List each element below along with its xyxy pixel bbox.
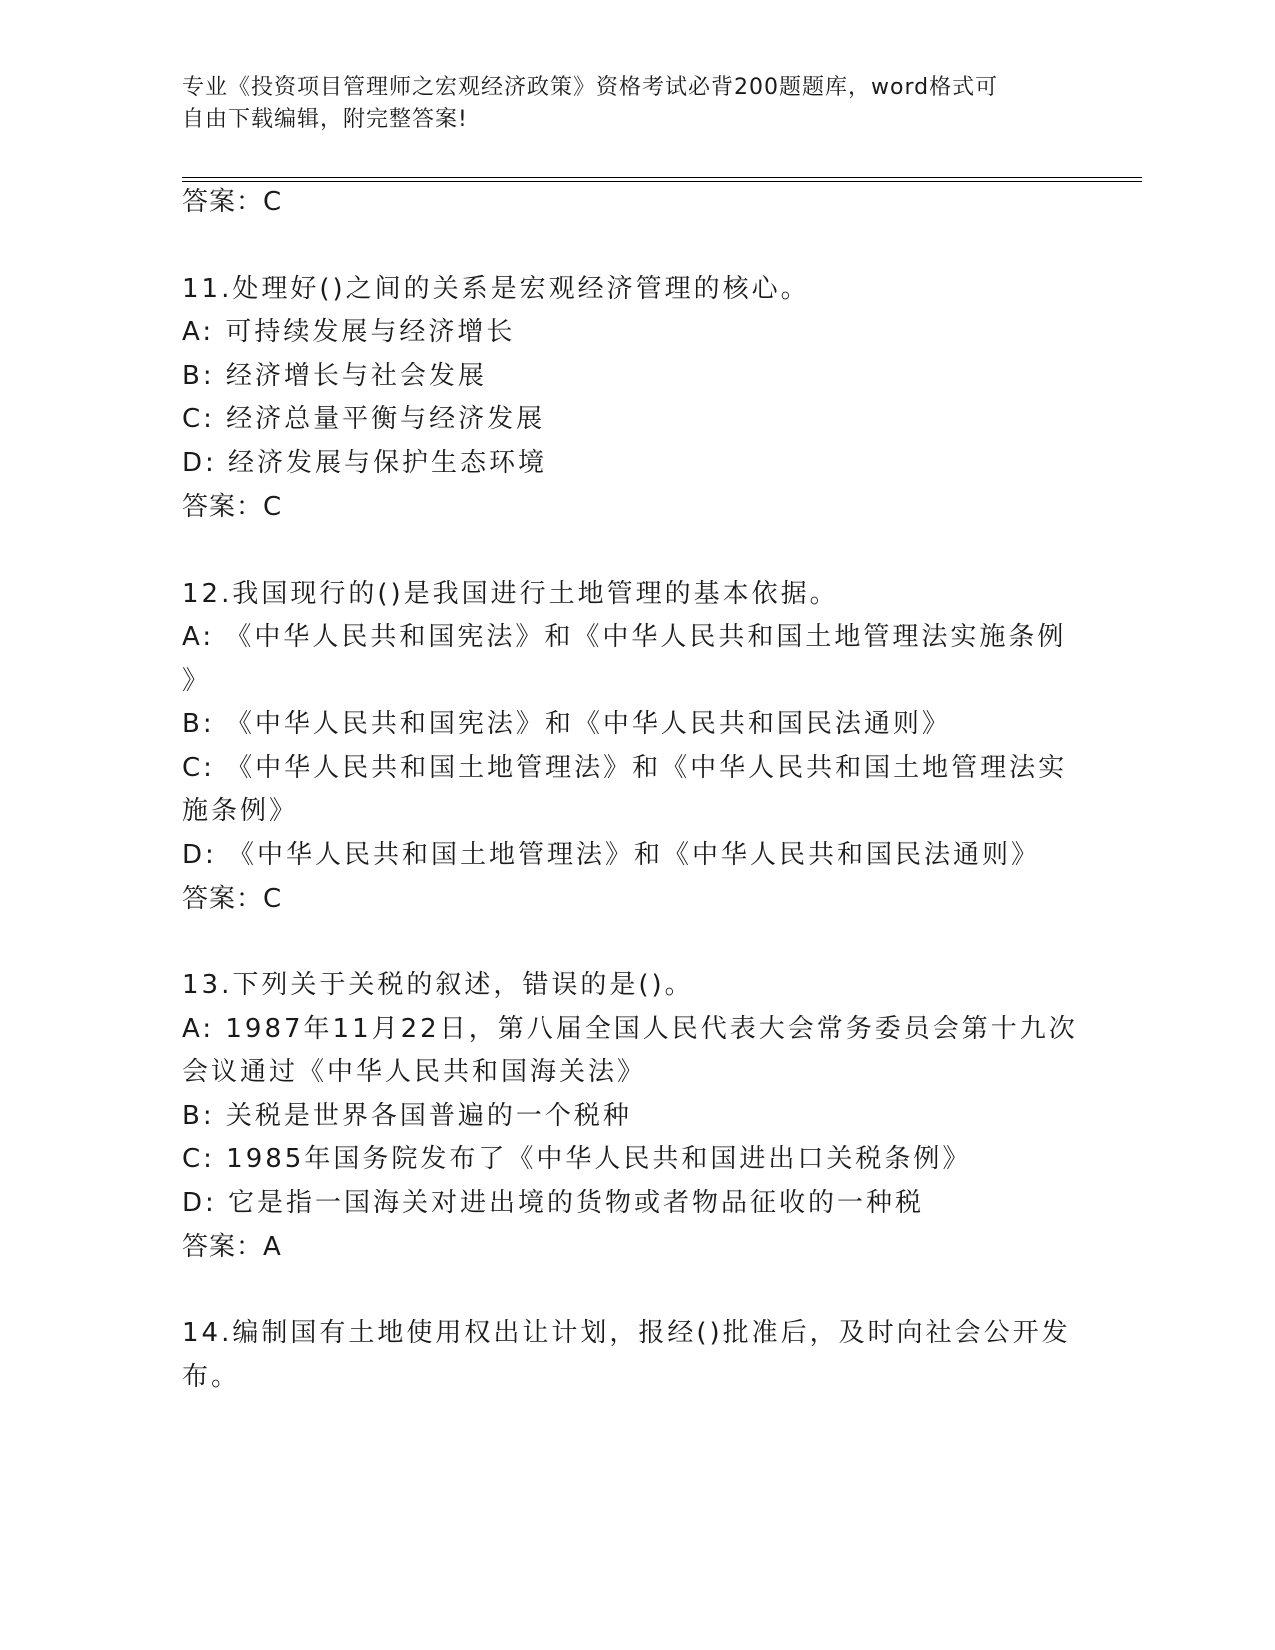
question-12-option-b: B: 《中华人民共和国宪法》和《中华人民共和国民法通则》 xyxy=(182,709,951,739)
question-11-option-b: B: 经济增长与社会发展 xyxy=(182,361,487,391)
question-11-stem: 11.处理好()之间的关系是宏观经济管理的核心。 xyxy=(182,274,810,304)
header-line-2: 自由下载编辑，附完整答案! xyxy=(182,107,468,132)
question-12-option-c-line-2: 施条例》 xyxy=(182,796,299,826)
question-13-option-d: D: 它是指一国海关对进出境的货物或者物品征收的一种税 xyxy=(182,1188,925,1218)
question-11-option-a: A: 可持续发展与经济增长 xyxy=(182,317,516,347)
question-12-option-d: D: 《中华人民共和国土地管理法》和《中华人民共和国民法通则》 xyxy=(182,840,1041,870)
question-12-answer: 答案：C xyxy=(182,884,283,914)
answer-previous: 答案：C xyxy=(182,187,283,217)
question-12-stem: 12.我国现行的()是我国进行土地管理的基本依据。 xyxy=(182,579,839,609)
question-12-option-a-line-2: 》 xyxy=(182,666,212,696)
question-11-option-c: C: 经济总量平衡与经济发展 xyxy=(182,404,546,434)
header-rule-top xyxy=(182,177,1142,178)
question-12-option-c-line-1: C: 《中华人民共和国土地管理法》和《中华人民共和国土地管理法实 xyxy=(182,753,1068,783)
question-11-answer: 答案：C xyxy=(182,492,283,522)
question-14-stem-line-2: 布。 xyxy=(182,1362,241,1392)
question-12-option-a-line-1: A: 《中华人民共和国宪法》和《中华人民共和国土地管理法实施条例 xyxy=(182,622,1067,652)
header-rule-bottom xyxy=(182,181,1142,182)
question-14-stem-line-1: 14.编制国有土地使用权出让计划，报经()批准后，及时向社会公开发 xyxy=(182,1318,1071,1348)
question-13-stem: 13.下列关于关税的叙述，错误的是()。 xyxy=(182,970,694,1000)
header-text xyxy=(182,72,1042,136)
header-line-1: 专业《投资项目管理师之宏观经济政策》资格考试必背200题题库，word格式可 xyxy=(182,75,999,100)
question-13-answer: 答案：A xyxy=(182,1232,282,1262)
question-13-option-c: C: 1985年国务院发布了《中华人民共和国进出口关税条例》 xyxy=(182,1144,972,1174)
question-13-option-b: B: 关税是世界各国普遍的一个税种 xyxy=(182,1101,632,1131)
question-13-option-a-line-2: 会议通过《中华人民共和国海关法》 xyxy=(182,1057,647,1087)
question-11-option-d: D: 经济发展与保护生态环境 xyxy=(182,448,548,478)
question-13-option-a-line-1: A: 1987年11月22日，第八届全国人民代表大会常务委员会第十九次 xyxy=(182,1014,1078,1044)
